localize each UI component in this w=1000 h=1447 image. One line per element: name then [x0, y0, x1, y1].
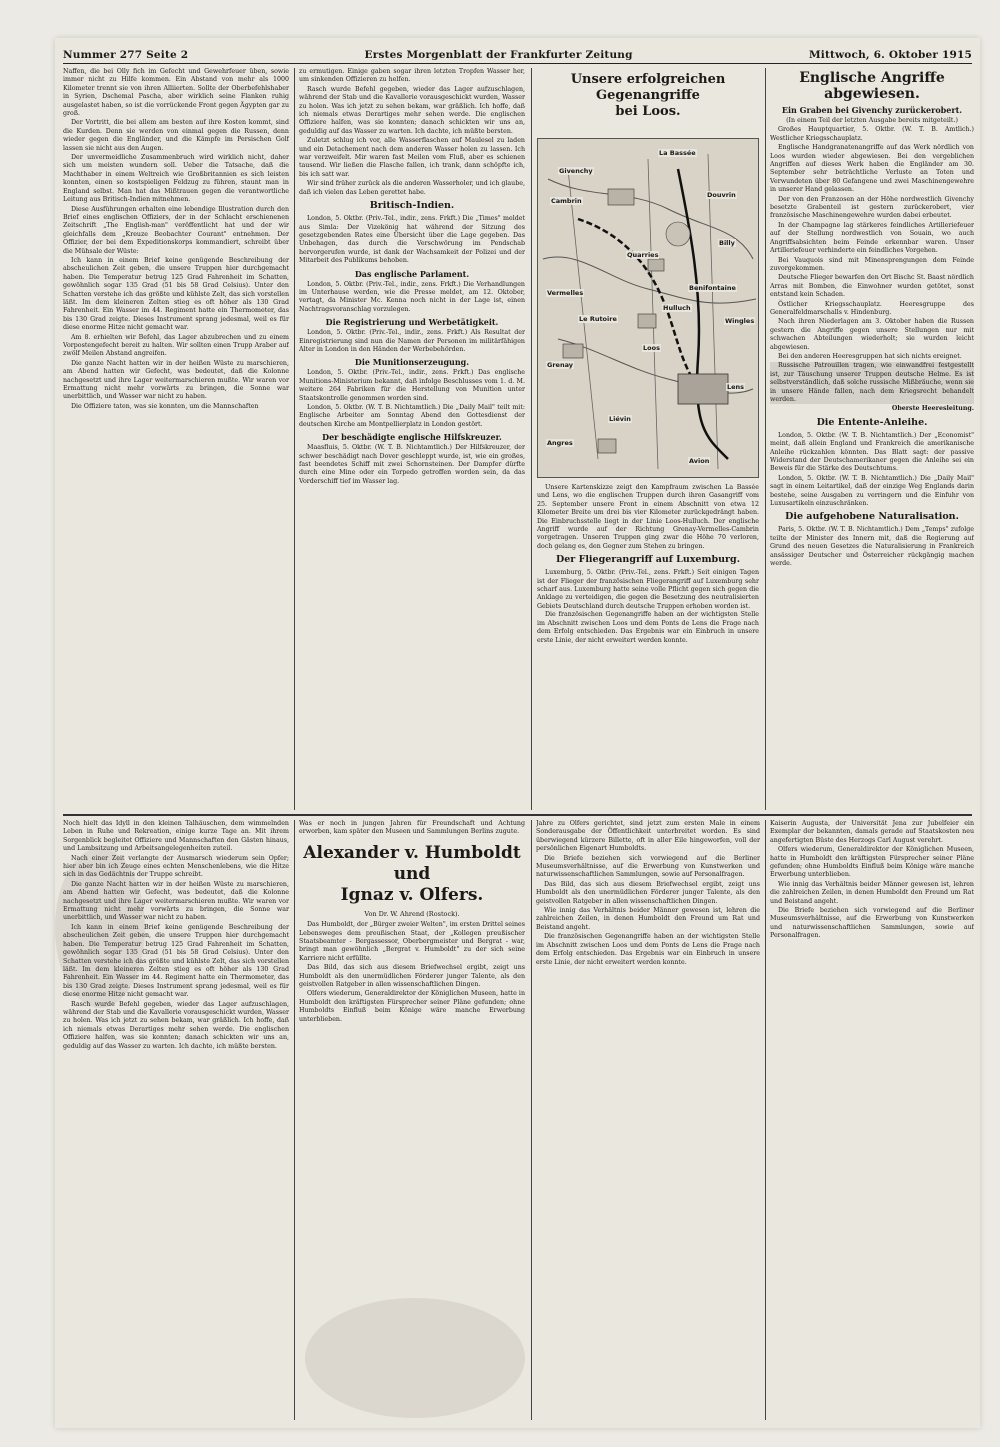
- column-divider: [531, 68, 532, 810]
- map-label-billy: Billy: [719, 239, 735, 247]
- col1-paragraph: Ich kann in einem Brief keine genügende Beschreibung der abscheulichen Zeit geben, die unsere Truppen hier durchgemacht haben. Die Temperatur betrug 125 Grad Fahrenheit im Schatten, gewöhnlich sogar 135 Grad (51 bis 58 Grad Celsius). Unter den Schatten verstehe ich das größte und kühlste Zelt, das sich vorstellen läßt. Im dem kleineren Zelten stieg es oft höher als 130 Grad Fahrenheit. Ein Wasser im 44. Regiment hatte ein Thermometer, das bis 130 Grad zeigte. Dieses Instrument sprang jedesmal, weil es für diese enorme Hitze nicht gemacht war.: [63, 256, 289, 332]
- col1-paragraph: Die ganze Nacht hatten wir in der heißen Wüste zu marschieren, am Abend hatten wir Gefecht, was bedeutet, daß die Kolonne nachgesetzt und ihre Lager weitermarschieren mußte. Wir waren vor Ermattung nicht mehr vorwärts zu bringen, die Sonne war unerbittlich, und Wasser war nicht zu haben.: [63, 359, 289, 401]
- col1-paragraph: Diese Ausführungen erhalten eine lebendige Illustration durch den Brief eines englischen Offiziers, der in der Schlacht erschienenen Zeitschrift „The English-man" veröffentlicht hat und der wir gleichfalls dem „Kreuze Beobachter Courant" entnehmen. Der Offizier, der bei dem Expeditionskorps kommandiert, schreibt über die Mühsale der Wüste:: [63, 205, 289, 255]
- col4-paragraph: Paris, 5. Oktbr. (W. T. B. Nichtamtlich.) Dem „Temps" zufolge teilte der Minister des Innern mit, daß die Regierung auf Grund des neuen Gesetzes die Naturalisierung in Frankreich ansässiger Deutscher und Österreicher rückgängig machen werde.: [770, 526, 974, 568]
- section-heading: Britisch-Indien.: [369, 200, 455, 212]
- feuilleton-paragraph: Das Humboldt, der „Bürger zweier Welten", im ersten Drittel seines Lebensweges dem preußischen Staat, der „Kollegen preußischer Staatsbeamter - Bergassessor, Oberbergmeister und Bergrat - war, bringt man gewöhnlich „Bergrat v. Humboldt" zu der sich seine Karriere nicht erfüllte.: [299, 921, 525, 962]
- feuilleton-paragraph: Das Bild, das sich aus diesem Briefwechsel ergibt, zeigt uns Humboldt als den unermüdlichen Förderer junger Talente, als den geistvollen Ratgeber in allen wissenschaftlichen Dingen.: [536, 880, 760, 905]
- section-heading: Die Munitionserzeugung.: [354, 357, 470, 368]
- col4-paragraph: Deutsche Flieger bewarfen den Ort Bischc St. Baast nördlich Arras mit Bomben, die Einwohner wurden getötet, sonst entstand kein Schaden.: [770, 274, 974, 299]
- column-divider: [294, 68, 295, 810]
- col4-paragraph: London, 5. Oktbr. (W. T. B. Nichtamtlich.) Die „Daily Mail" sagt in einem Leitartikel, daß der einzige Weg Englands darin bestehe, seine Ausgaben zu verringern und die Einfuhr von Luxusartikeln einzuschränken.: [770, 474, 974, 508]
- map-label-lievin: Liévin: [609, 415, 631, 423]
- col1-paragraph: Der Vortritt, die bei allem am besten auf ihre Kosten kommt, sind die Kurden. Denn sie werden von einmal gegen die Russen, denn wieder gegen die Engländer, und die Kämpfe im Persischen Golf lassen sie nicht aus den Augen.: [63, 119, 289, 152]
- feuilleton-paragraph: Nach einer Zeit verlangte der Ausmarsch wiederum sein Opfer; hier aber bin ich Zeuge eines echten Menschenlebens, wie die Hitze sich in das Gedächtnis der Truppe schreibt.: [63, 854, 289, 879]
- column-4: [770, 68, 974, 810]
- section-heading: Die Registrierung und Werbetätigkeit.: [325, 317, 499, 328]
- map-label-vermelles: Vermelles: [547, 289, 584, 297]
- col4-paragraph: Russische Patrouillen tragen, wie einwandfrei festgestellt ist, zur Täuschung unserer Truppen deutsche Helme. Es ist selbstverständlich, daß solche russische Mißbräuche, wenn sie in unsere Hände fallen, nach dem Kriegsrecht behandelt werden.: [770, 362, 974, 403]
- section-heading: Die Entente-Anleihe.: [816, 416, 928, 428]
- battle-map: [537, 138, 759, 478]
- map-caption-column: [537, 484, 759, 645]
- col2-paragraph: Wir sind früher zurück als die anderen Wasserholer, und ich glaube, daß ich vielen das Leben gerettet habe.: [299, 180, 525, 196]
- col2-paragraph: Maasfluis, 5. Oktbr. (W. T. B. Nichtamtlich.) Der Hilfskreuzer, der schwer beschädigt nach Dover geschleppt wurde, ist, wie ein großes, fast beendetes Schiff mit zwei Schornsteinen. Der Dampfer dürfte durch eine Mine oder ein Torpedo getroffen worden sein, da das Vorderschiff tief im Wasser lag.: [299, 444, 525, 485]
- feuilleton-column-4: [770, 820, 974, 1420]
- col1-paragraph: Die Offiziere taten, was sie konnten, um die Mannschaften: [71, 402, 259, 410]
- masthead-title: Erstes Morgenblatt der Frankfurter Zeitung: [364, 48, 633, 61]
- col4-paragraph: Nach ihren Niederlagen am 3. Oktober haben die Russen gestern die Angriffe gegen unsere Stellungen nur mit schwachen Abteilungen wiederholt; sie wurden leicht abgewiesen.: [770, 318, 974, 351]
- feuilleton-paragraph: Olfers wiederum, Generaldirektor der Königlichen Museen, hatte in Humboldt den kräftigsten Fürsprecher seiner Pläne gefunden; ohne Humboldts Einfluß beim Könige wäre manche Erwerbung unterblieben.: [770, 846, 974, 879]
- col1-paragraph: Am 8. erhielten wir Befehl, das Lager abzubrechen und zu einem Vorpostengefecht bereit zu halten. Wir sollten einen Trupp Araber auf zwölf Meilen Abstand angreifen.: [63, 333, 289, 358]
- map-title-line: bei Loos.: [615, 104, 681, 119]
- map-paragraph: Die französischen Gegenangriffe haben an der wichtigsten Stelle im Abschnitt zwischen Loos und dem Ponts de Lens die Frage nach dem Erfolg entschieden. Das Ergebnis war ein Einbruch in unsere erste Linie, der nicht erweitert werden konnte.: [537, 611, 759, 644]
- map-label-quarries: Quarries: [627, 251, 659, 259]
- col4-paragraph: In der Champagne lag stärkeres feindliches Artilleriefeuer auf der Stellung nordwestlich von Souain, wo auch Angriffsabsichten beim Feinde erkennbar waren. Unser Artilleriefeuer verhinderte ein feindliches Vorgehen.: [770, 221, 974, 255]
- col1-paragraph: Naffen, die bei Olly fich im Gefecht und Gewehrfeuer üben, sowie immer nicht zu Hilfe kommen. Ein Abstand von mehr als 1000 Kilometer trennt sie von ihren Alliierten. Sollte der Oberbefehlshaber in Syrien, Dschemal Pascha, aber wirklich seine Flanken ruhig ausgelastet haben, so ist die vorrückende Front gegen Ägypten gar zu groß.: [63, 68, 289, 118]
- column-1: [63, 68, 289, 810]
- feuilleton-title: [299, 843, 525, 906]
- map-label-loos: Loos: [643, 344, 660, 352]
- feuilleton-paragraph: Die französischen Gegenangriffe haben an der wichtigsten Stelle im Abschnitt zwischen Loos und dem Ponts de Lens die Frage nach dem Erfolg entschieden. Das Ergebnis war ein Einbruch in unsere erste Linie, der nicht erweitert werden konnte.: [536, 933, 760, 966]
- masthead-issue: Nummer 277 Seite 2: [63, 48, 189, 61]
- map-label-cambrin: Cambrin: [551, 197, 582, 205]
- col2-paragraph: Zuletzt schlug ich vor, alle Wasserflaschen auf Maulesel zu laden und ein Detachement nach dem anderen Wasser holen zu lassen. Ich war verzweifelt. Mir waren fast Meilen vom Fluß, aber es schienen tausend. Wir ließen die Flasche fallen, ich trank, dann schöpfte ich, bis ich satt war.: [299, 137, 525, 178]
- map-label-wingles: Wingles: [725, 317, 755, 325]
- feuilleton-column-3: [536, 820, 760, 1420]
- col2-paragraph: London, 5. Oktbr. (Priv.-Tel., indir., zens. Frkft.) Als Resultat der Einregistrierung sind nun die Namen der Personen im militärfähigen Alter in London in den Händen der Werbebehörden.: [299, 329, 525, 353]
- feuilleton-paragraph: Das Bild, das sich aus diesem Briefwechsel ergibt, zeigt uns Humboldt als den unermüdlichen Förderer junger Talente, als den geistvollen Ratgeber in allen wissenschaftlichen Dingen.: [299, 964, 525, 989]
- map-label-hulluch: Hulluch: [663, 304, 691, 312]
- feuilleton-paragraph: Die ganze Nacht hatten wir in der heißen Wüste zu marschieren, am Abend hatten wir Gefecht, was bedeutet, daß die Kolonne nachgesetzt und ihre Lager weitermarschieren mußte. Wir waren vor Ermattung nicht mehr vorwärts zu bringen, die Sonne war unerbittlich, und Wasser war nicht zu haben.: [63, 880, 289, 922]
- paper-stain: [55, 848, 145, 1008]
- col4-paragraph: Der von den Franzosen an der Höhe nordwestlich Givenchy besetzte Grabenteil ist gestern zurückerobert, vier französische Maschinengewehre wurden dabei erbeutet.: [770, 195, 974, 220]
- col4-paragraph: Bei den anderen Heeresgruppen hat sich nichts ereignet.: [778, 352, 962, 360]
- feuilleton-title-line: Alexander v. Humboldt und: [303, 842, 521, 884]
- col2-paragraph: London, 5. Oktbr. (Priv.-Tel., indir., zens. Frkft.) Das englische Munitions-Ministerium bekannt, daß infolge Beschlusses vom 1. d. M. weitere 264 Fabriken für die Herstellung von Munition unter Staatskontrolle genommen worden sind.: [299, 369, 525, 402]
- col2-paragraph: London, 5. Oktbr. (Priv.-Tel., indir., zens. Frkft.) Die Verhandlungen im Unterhause werden, wie die Presse meldet, am 12. Oktober, vertagt, da Minister Mc. Kenna noch nicht in der Lage ist, einen Nachtragsvoranschlag vorzulegen.: [299, 280, 525, 313]
- col4-paragraph: London, 5. Oktbr. (W. T. B. Nichtamtlich.) Der „Economist" meint, daß allein England und Frankreich die amerikanische Anleihe rückzahlen könnten. Das Blatt sagt: der passive Widerstand der Deutschamerikaner gegen die Anleihe sei ein Beweis für die Stärke des Deutschtums.: [770, 431, 974, 473]
- map-label-givenchy: Givenchy: [559, 167, 593, 175]
- feuilleton-paragraph: Die Briefe beziehen sich vorwiegend auf die Berliner Museumsverhältnisse, auf die Erwerbung von Kunstwerken und naturwissenschaftlichen Sammlungen, sowie auf Personalfragen.: [536, 854, 760, 879]
- col2-paragraph: London, 5. Oktbr. (W. T. B. Nichtamtlich.) Die „Daily Mail" teilt mit: Englische Arbeiter am Sonntag Abend den Gottesdienst der deutschen Kirche am Montpellierplatz in London gestört.: [299, 404, 525, 428]
- map-label-douvrin: Douvrin: [707, 191, 736, 199]
- feuilleton-paragraph: Olfers wiederum, Generaldirektor der Königlichen Museen, hatte in Humboldt den kräftigsten Fürsprecher seiner Pläne gefunden; ohne Humboldts Einfluß beim Könige wäre manche Erwerbung unterblieben.: [299, 990, 525, 1023]
- feuilleton-paragraph: Was er noch in jungen Jahren für Freundschaft und Achtung erworben, kam später den Museen und Sammlungen Berlins zugute.: [299, 820, 525, 836]
- map-title-line: Unsere erfolgreichen Gegenangriffe: [570, 72, 726, 103]
- col4-paragraph: Östlicher Kriegsschauplatz. Heeresgruppe des Generalfeldmarschalls v. Hindenburg.: [770, 300, 974, 316]
- feuilleton-paragraph: Rasch wurde Befehl gegeben, wieder das Lager aufzuschlagen, während der Stab und die Kavallerie vorausgeschickt wurden, Wasser zu holen. Was ich jetzt zu sehen bekam, war gräßlich. Ich hoffe, daß ich niemals etwas Derartiges mehr sehen werde. Die englischen Offiziere halfen, was sie konnten; danach schickten wir uns an, geduldig auf das Wasser zu warten. Ich dachte, ich müßte bersten.: [63, 1000, 289, 1050]
- section-heading: Das englische Parlament.: [354, 268, 470, 279]
- column-2: [299, 68, 525, 810]
- feuilleton-paragraph: Wie innig das Verhältnis beider Männer gewesen ist, lehren die zahlreichen Zeilen, in denen Humboldt den Freund um Rat und Beistand angeht.: [536, 907, 760, 931]
- section-heading: Der Fliegerangriff auf Luxemburg.: [555, 554, 741, 566]
- map-label-avion: Avion: [689, 457, 710, 465]
- column-divider: [765, 820, 766, 1420]
- newspaper-page: [55, 38, 980, 1428]
- feuilleton-paragraph: Die Briefe beziehen sich vorwiegend auf die Berliner Museumsverhältnisse, auf die Erwerbung von Kunstwerken und naturwissenschaftlichen Sammlungen, sowie auf Personalfragen.: [770, 907, 974, 940]
- map-caption: Unsere Kartenskizze zeigt den Kampfraum zwischen La Bassée und Lens, wo die englischen Truppen durch ihren Gasangriff vom 25. September unsere Front in einem Abschnitt von etwa 12 Kilometer Breite um drei bis vier Kilometer zurückgedrängt haben. Die Einbruchsstelle liegt in der Linie Loos-Hulluch. Der englische Angriff wurde auf der Richtung Grenay-Vermelles-Cambrin vorgetragen. Unseren Truppen ging zwar die Höhe 70 verloren, doch gelang es, den Gegner zum Stehen zu bringen.: [537, 484, 759, 550]
- feuilleton-paragraph: Ich kann in einem Brief keine genügende Beschreibung der abscheulichen Zeit geben, die unsere Truppen hier durchgemacht haben. Die Temperatur betrug 125 Grad Fahrenheit im Schatten, gewöhnlich sogar 135 Grad (51 bis 58 Grad Celsius). Unter den Schatten verstehe ich das größte und kühlste Zelt, das sich vorstellen läßt. Im dem kleineren Zelten stieg es oft höher als 130 Grad Fahrenheit. Ein Wasser im 44. Regiment hatte ein Thermometer, das bis 130 Grad zeigte. Dieses Instrument sprang jedesmal, weil es für diese enorme Hitze nicht gemacht war.: [63, 923, 289, 999]
- feuilleton-paragraph: Wie innig das Verhältnis beider Männer gewesen ist, lehren die zahlreichen Zeilen, in denen Humboldt den Freund um Rat und Beistand angeht.: [770, 880, 974, 905]
- section-heading: Der beschädigte englische Hilfskreuzer.: [322, 432, 502, 443]
- paper-stain: [305, 1298, 525, 1418]
- column-divider: [294, 820, 295, 1420]
- feuilleton-author: Von Dr. W. Ahrend (Rostock).: [364, 909, 460, 918]
- note: (In einem Teil der letzten Ausgabe bereits mitgeteilt.): [786, 117, 958, 124]
- map-label-le-rutoire: Le Rutoire: [579, 315, 617, 323]
- map-label-lens: Lens: [727, 383, 745, 391]
- column-divider: [765, 68, 766, 810]
- signature: Oberste Heeresleitung.: [891, 405, 974, 413]
- column-divider: [531, 820, 532, 1420]
- masthead: [63, 46, 972, 64]
- col4-paragraph: Bei Vauquois sind mit Minensprengungen dem Feinde zuvorgekommen.: [770, 256, 974, 272]
- map-title: [537, 72, 759, 120]
- feuilleton-divider: [63, 814, 972, 816]
- map-label-grenay: Grenay: [547, 361, 573, 369]
- col4-paragraph: Großes Hauptquartier, 5. Oktbr. (W. T. B. Amtlich.) Westlicher Kriegsschauplatz.: [770, 126, 974, 142]
- map-label-benifontaine: Benifontaine: [689, 284, 736, 292]
- col1-paragraph: Der unvermeidliche Zusammenbruch wird wirklich nicht, daher sich um meisten wundern soll. Ueber die Tatsache, daß die Machthaber in einem Weltreich wie Großbritannien es sich leisten konnten, einen so kostspieligen Feldzug zu führen, staunt man in England selbst. Man hat das Mißtrauen gegen die verantwortliche Leitung aus Britisch-Indien mitnehmen.: [63, 154, 289, 204]
- section-heading: Die aufgehobene Naturalisation.: [785, 511, 959, 523]
- map-label-la-bassee: La Bassée: [659, 149, 696, 157]
- col2-paragraph: Rasch wurde Befehl gegeben, wieder das Lager aufzuschlagen, während der Stab und die Kavallerie vorausgeschickt wurden, Wasser zu holen. Was ich jetzt zu sehen bekam, war gräßlich. Ich hoffe, daß ich niemals etwas Derartiges mehr sehen werde. Die englischen Offiziere halfen, was sie konnten; danach schickten wir uns an, geduldig auf das Wasser zu warten. Ich dachte, ich müßte bersten.: [299, 85, 525, 135]
- masthead-date: Mittwoch, 6. Oktober 1915: [808, 48, 972, 61]
- col2-paragraph: zu ermutigen. Einige gaben sogar ihren letzten Tropfen Wasser her, um sinkenden Offizieren zu helfen.: [299, 68, 525, 84]
- col2-paragraph: London, 5. Oktbr. (Priv.-Tel., indir., zens. Frkft.) Die „Times" meldet aus Simla: Der Vizekönig hat während der Sitzung des gesetzgebenden Rates eine Übersicht über die Lage gegeben. Das Unbehagen, das durch die Verschwörung im Pendschab hervorgerufen wurde, ist dank der Wachsamkeit der Polizei und der Mitarbeit des Publikums behoben.: [299, 215, 525, 265]
- headline: Englische Angriffe abgewiesen.: [799, 70, 945, 102]
- feuilleton-title-line: Ignaz v. Olfers.: [340, 884, 484, 905]
- feuilleton-paragraph: Kaiserin Augusta, der Universität Jena zur Jubelfeier ein Exemplar der bekannten, damals gerade auf Staatskosten neu angefertigten Büste des Herzogs Carl August verehrt.: [770, 820, 974, 844]
- col4-paragraph: Englische Handgranatenangriffe auf das Werk nördlich von Loos wurden wieder abgewiesen. Bei den vergeblichen Angriffen auf dieses Werk haben die Engländer am 30. September sehr beträchtliche Verluste an Toten und Verwundeten über 80 Gefangene und zwei Maschinengewehre in unserer Hand gelassen.: [770, 144, 974, 194]
- map-label-angres: Angres: [547, 439, 573, 447]
- feuilleton-paragraph: Jahre zu Olfers gerichtet, sind jetzt zum ersten Male in einem Sonderausgabe der Öffentlichkeit unterbreitet worden. Es sind überwiegend kürzere Billette, oft in aller Eile hingeworfen, voll der persönlichen Eigenart Humboldts.: [536, 820, 760, 853]
- map-paragraph: Luxemburg, 5. Oktbr. (Priv.-Tel., zens. Frkft.) Seit einigen Tagen ist der Flieger der französischen Fliegerangriff auf Luxemburg sehr scharf aus. Luxemburg hatte seine volle Pflicht gegen sich gegen die Anklage zu verteidigen, die gegen die Besetzung des neutralisierten Gebiets Deutschland durch deutsche Truppen erhoben worden ist.: [537, 569, 759, 610]
- feuilleton-paragraph: Noch hielt das Idyll in den kleinen Talhäuschen, dem wimmelnden Leben in Ruhe und Rekreation, einige kurze Tage an. Mit ihrem Sorgenblick begleitet Offiziere und Mannschaften den Gästen hinaus, und Lambsitzung und Arbeitsangelegenheiten zuteil.: [63, 820, 289, 853]
- map-drawing: [538, 139, 759, 478]
- subheadline: Ein Graben bei Givenchy zurückerobert.: [781, 105, 963, 115]
